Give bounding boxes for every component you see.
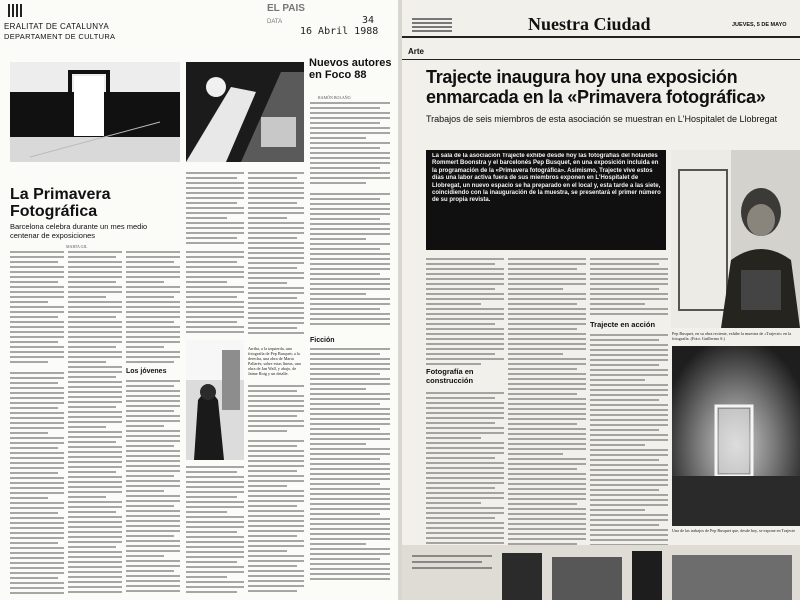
article-column-5-mid: [248, 385, 304, 435]
body-column-2: [508, 258, 586, 593]
article-column-3-top: [126, 251, 180, 366]
photo-doorway: [10, 62, 180, 162]
section-fotografia: Fotografía en construcción: [426, 367, 474, 385]
bottom-strip: [402, 545, 800, 600]
section-header: Nuestra Ciudad: [528, 14, 651, 34]
caption-top-photo: Pep Busquet, en su obra reciente, exhibe la muestra de «Trajecte» en la fotografía. (Foto: Guillermo S.): [672, 331, 792, 341]
header-date: JUEVES, 5 DE MAYO: [732, 22, 787, 28]
main-headline: La Primavera Fotográfica: [10, 186, 111, 220]
article-column-5-bottom: [248, 440, 304, 596]
header-rule-bottom: [402, 59, 800, 60]
main-subhead: Barcelona celebra durante un mes medio centenar de exposiciones: [10, 222, 148, 240]
photo-doorway-exhibit: [672, 346, 800, 526]
body-column-1-top: [426, 258, 504, 368]
caption-bottom-photo: Una de las trabajos de Pep Busquet que, desde hoy, se expone en Trajecte: [672, 528, 796, 533]
lede-text: La sala de la asociación Trajecte exhibe desde hoy las fotografías del holandés Rommert Boonstra y el barcelonés Pep Busquet, en una exposición incluida en la programación de la «Primavera fotográfica». Asimismo, Trajecte vive estos días una labor activa fuera de sus miembros exponen en L'Hospitalet de Llobregat, un nuevo espacio se ha preparado en el local y, esta tarde a las siete, coincidiendo con la inauguración de la muestra, se presentará el primer número de su propia revista.: [432, 153, 661, 204]
stamp-date-value: 16 Abril 1988: [300, 26, 379, 37]
article-column-4-top: [186, 251, 244, 336]
left-clipping-page: [0, 0, 398, 600]
generalitat-logo: [6, 3, 24, 19]
newspaper-stamp: EL PAIS: [267, 3, 305, 14]
photo-abstract: [186, 62, 304, 162]
main-subhead: Trabajos de seis miembros de esta asociación se muestran en L'Hospitalet de Llobregat: [426, 114, 778, 124]
section-los-jovenes: Los jóvenes: [126, 368, 167, 375]
right-clipping-page: [402, 0, 800, 600]
photo-person-window: [186, 340, 244, 460]
side-headline: Nuevos autores en Foco 88: [309, 57, 392, 81]
header-rule-top: [402, 36, 800, 38]
side-column-text-2: [310, 348, 390, 596]
kicker: Arte: [408, 47, 425, 56]
article-column-5-top: [248, 172, 304, 342]
article-column-4-bottom: [186, 466, 244, 596]
article-column-4-upper: [186, 172, 244, 247]
photo-pep-busquet: [671, 150, 800, 328]
body-column-3-top: [590, 258, 668, 318]
letterhead-line1: ERALITAT DE CATALUNYA: [4, 22, 109, 31]
stamp-page-number: 34: [362, 15, 375, 26]
section-ficcion: Ficción: [310, 337, 335, 344]
side-byline: RAMÓN BOLAÑO: [318, 95, 351, 100]
letterhead-line2: DEPARTAMENT DE CULTURA: [4, 32, 116, 41]
main-headline: Trajecte inaugura hoy una exposición enmarcada en la «Primavera fotográfica»: [426, 67, 766, 107]
photo-caption: Arriba, a la izquierda, una fotografía de Pep Busquet; a la derecha, una obra de Marta Pallarés; sobre estas líneas, una obra de Jan Wall, y abajo, de Jaime Roig y un detalle.: [248, 346, 301, 376]
main-byline: MARTA GIL: [66, 244, 88, 249]
section-trajecte: Trajecte en acción: [590, 320, 656, 329]
article-column-2: [68, 251, 122, 596]
article-column-1: [10, 251, 64, 596]
article-column-3-bottom: [126, 380, 180, 596]
side-column-text: [310, 102, 390, 332]
stamp-date-label: DATA: [267, 19, 283, 25]
header-text-left: [412, 18, 452, 32]
